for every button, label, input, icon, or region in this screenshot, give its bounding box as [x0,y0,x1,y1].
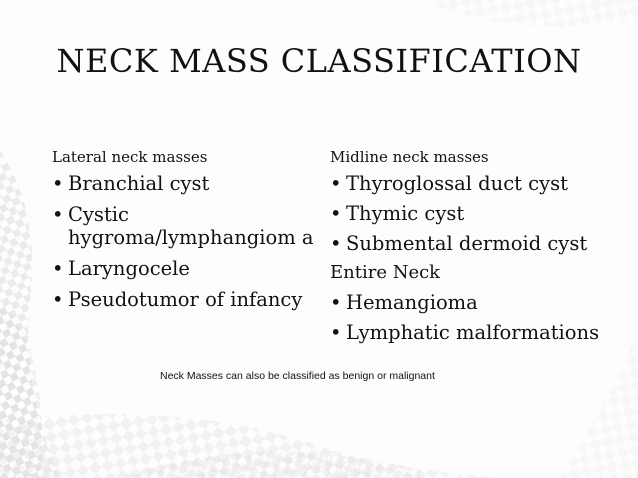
lateral-neck-masses-list [52,172,322,311]
list-item: • Laryngocele [52,257,322,280]
midline-neck-masses-column [330,148,630,351]
list-item: • Pseudotumor of infancy [52,288,322,311]
entire-neck-list [330,291,630,344]
list-item: • Lymphatic malformations [330,321,630,344]
midline-neck-masses-heading: Midline neck masses [330,148,489,166]
entire-neck-heading: Entire Neck [330,262,441,283]
list-item: • Thymic cyst [330,202,630,225]
list-item: • Branchial cyst [52,172,322,195]
slide-title: NECK MASS CLASSIFICATION [56,42,582,80]
midline-neck-masses-list [330,172,630,255]
list-item: • Submental dermoid cyst [330,232,630,255]
lateral-neck-masses-column [52,148,322,319]
lateral-neck-masses-heading: Lateral neck masses [52,148,208,166]
classification-note: Neck Masses can also be classified as benign or malignant [160,370,435,382]
list-item: • Cystic hygroma/lymphangiom a [52,203,322,249]
list-item: • Thyroglossal duct cyst [330,172,630,195]
list-item: • Hemangioma [330,291,630,314]
